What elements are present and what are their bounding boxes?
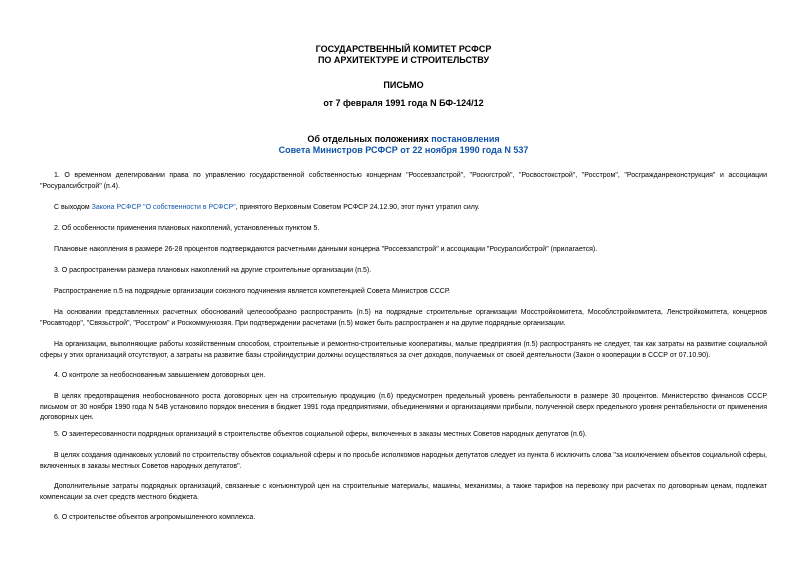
- paragraph-3: 2. Об особенности применения плановых накоплений, установленных пунктом 5.: [54, 225, 320, 232]
- paragraph-11: 5. О заинтересованности подрядных организаций в строительстве объектов социальной сферы, включенных в заказы местных Советов народных депутатов (п.6).: [54, 431, 587, 438]
- issuing-organization: [0, 44, 807, 66]
- paragraph-5: 3. О распространении размера плановых накоплений на другие строительные организации (п.5).: [54, 267, 372, 274]
- property-law-link[interactable]: Закона РСФСР "О собственности в РСФСР": [91, 204, 236, 211]
- paragraph-4: Плановые накопления в размере 26-28 процентов подтверждаются расчетными данными концерна "Россевзапстрой" и ассоциации "Росуралсибстрой" (прилагается).: [54, 246, 598, 253]
- paragraph-14: 6. О строительстве объектов агропромышленного комплекса.: [54, 514, 256, 521]
- resolution-link[interactable]: постановления: [431, 134, 500, 144]
- paragraph-2: [40, 203, 767, 214]
- org-line-1: ГОСУДАРСТВЕННЫЙ КОМИТЕТ РСФСР: [315, 44, 492, 54]
- paragraph-2-after: , принятого Верховным Советом РСФСР 24.12.90, этот пункт утратил силу.: [235, 204, 480, 211]
- paragraph-7: На основании представленных расчетных обоснований целесообразно распространить (п.5) на подрядные строительные организации Мосстройкомитета, Мособлстройкомитета, Ленстройкомитета, концернов "Росавтодор", "Связьстрой", "Росстром" и Роскоммунхозяя. При подтверждении расчетами (п.5) может быть распространен и на другие подрядные организации.: [40, 309, 767, 327]
- title-line-1: [0, 134, 807, 145]
- document-date-number: от 7 февраля 1991 года N БФ-124/12: [323, 98, 484, 108]
- paragraph-1: 1. О временном делегировании права по управлению государственной собственностью концернам "Россевзапстрой", "Росюгстрой", "Росвостокстрой", "Росстром", "Росгражданреконструкция" и ассоциации "Росуралсибстрой" (п.4).: [40, 172, 767, 190]
- paragraph-12: В целях создания одинаковых условий по строительству объектов социальной сферы и по просьбе исполкомов народных депутатов следует из пункта 6 исключить слова "за исключением объектов социальной сферы, включенных в заказы местных Советов народных депутатов".: [40, 452, 767, 470]
- paragraph-8: На организации, выполняющие работы хозяйственным способом, строительные и ремонтно-строительные кооперативы, малые предприятия (п.5) распространять не следует, так как затраты на развитие социальной сферы у этих организаций отсутствуют, а затраты на развитие базы стройиндустрии должны осуществляться за счет доходов, получаемых от своей деятельности (Закон о кооперации в СССР от 07.10.90).: [40, 341, 767, 359]
- paragraph-6: Распространение п.5 на подрядные организации союзного подчинения является компетенцией Совета Министров СССР.: [54, 288, 451, 295]
- document-type: ПИСЬМО: [383, 80, 424, 90]
- title-prefix: Об отдельных положениях: [307, 134, 432, 144]
- paragraph-10: В целях предотвращения необоснованного роста договорных цен на строительную продукцию (п.6) предусмотрен предельный уровень рентабельности в размере 30 процентов. Министерство финансов СССР письмом от 30 ноября 1990 года N 54В установило порядок внесения в бюджет 1991 года предприятиями, объединениями и организациями прибыли, полученной сверх предельного уровня рентабельности от применения договорных цен.: [40, 393, 767, 421]
- document-title: [0, 134, 807, 156]
- paragraph-9: 4. О контроле за необоснованным завышением договорных цен.: [54, 372, 266, 379]
- council-resolution-link[interactable]: Совета Министров РСФСР от 22 ноября 1990 года N 537: [278, 145, 529, 155]
- org-line-2: ПО АРХИТЕКТУРЕ И СТРОИТЕЛЬСТВУ: [317, 55, 490, 65]
- paragraph-2-before: С выходом: [54, 204, 92, 211]
- paragraph-13: Дополнительные затраты подрядных организаций, связанные с конъюнктурой цен на строительные материалы, машины, механизмы, а также тарифов на перевозку при расчетах по договорным ценам, подлежат компенсации за счет средств местного бюджета.: [40, 483, 767, 501]
